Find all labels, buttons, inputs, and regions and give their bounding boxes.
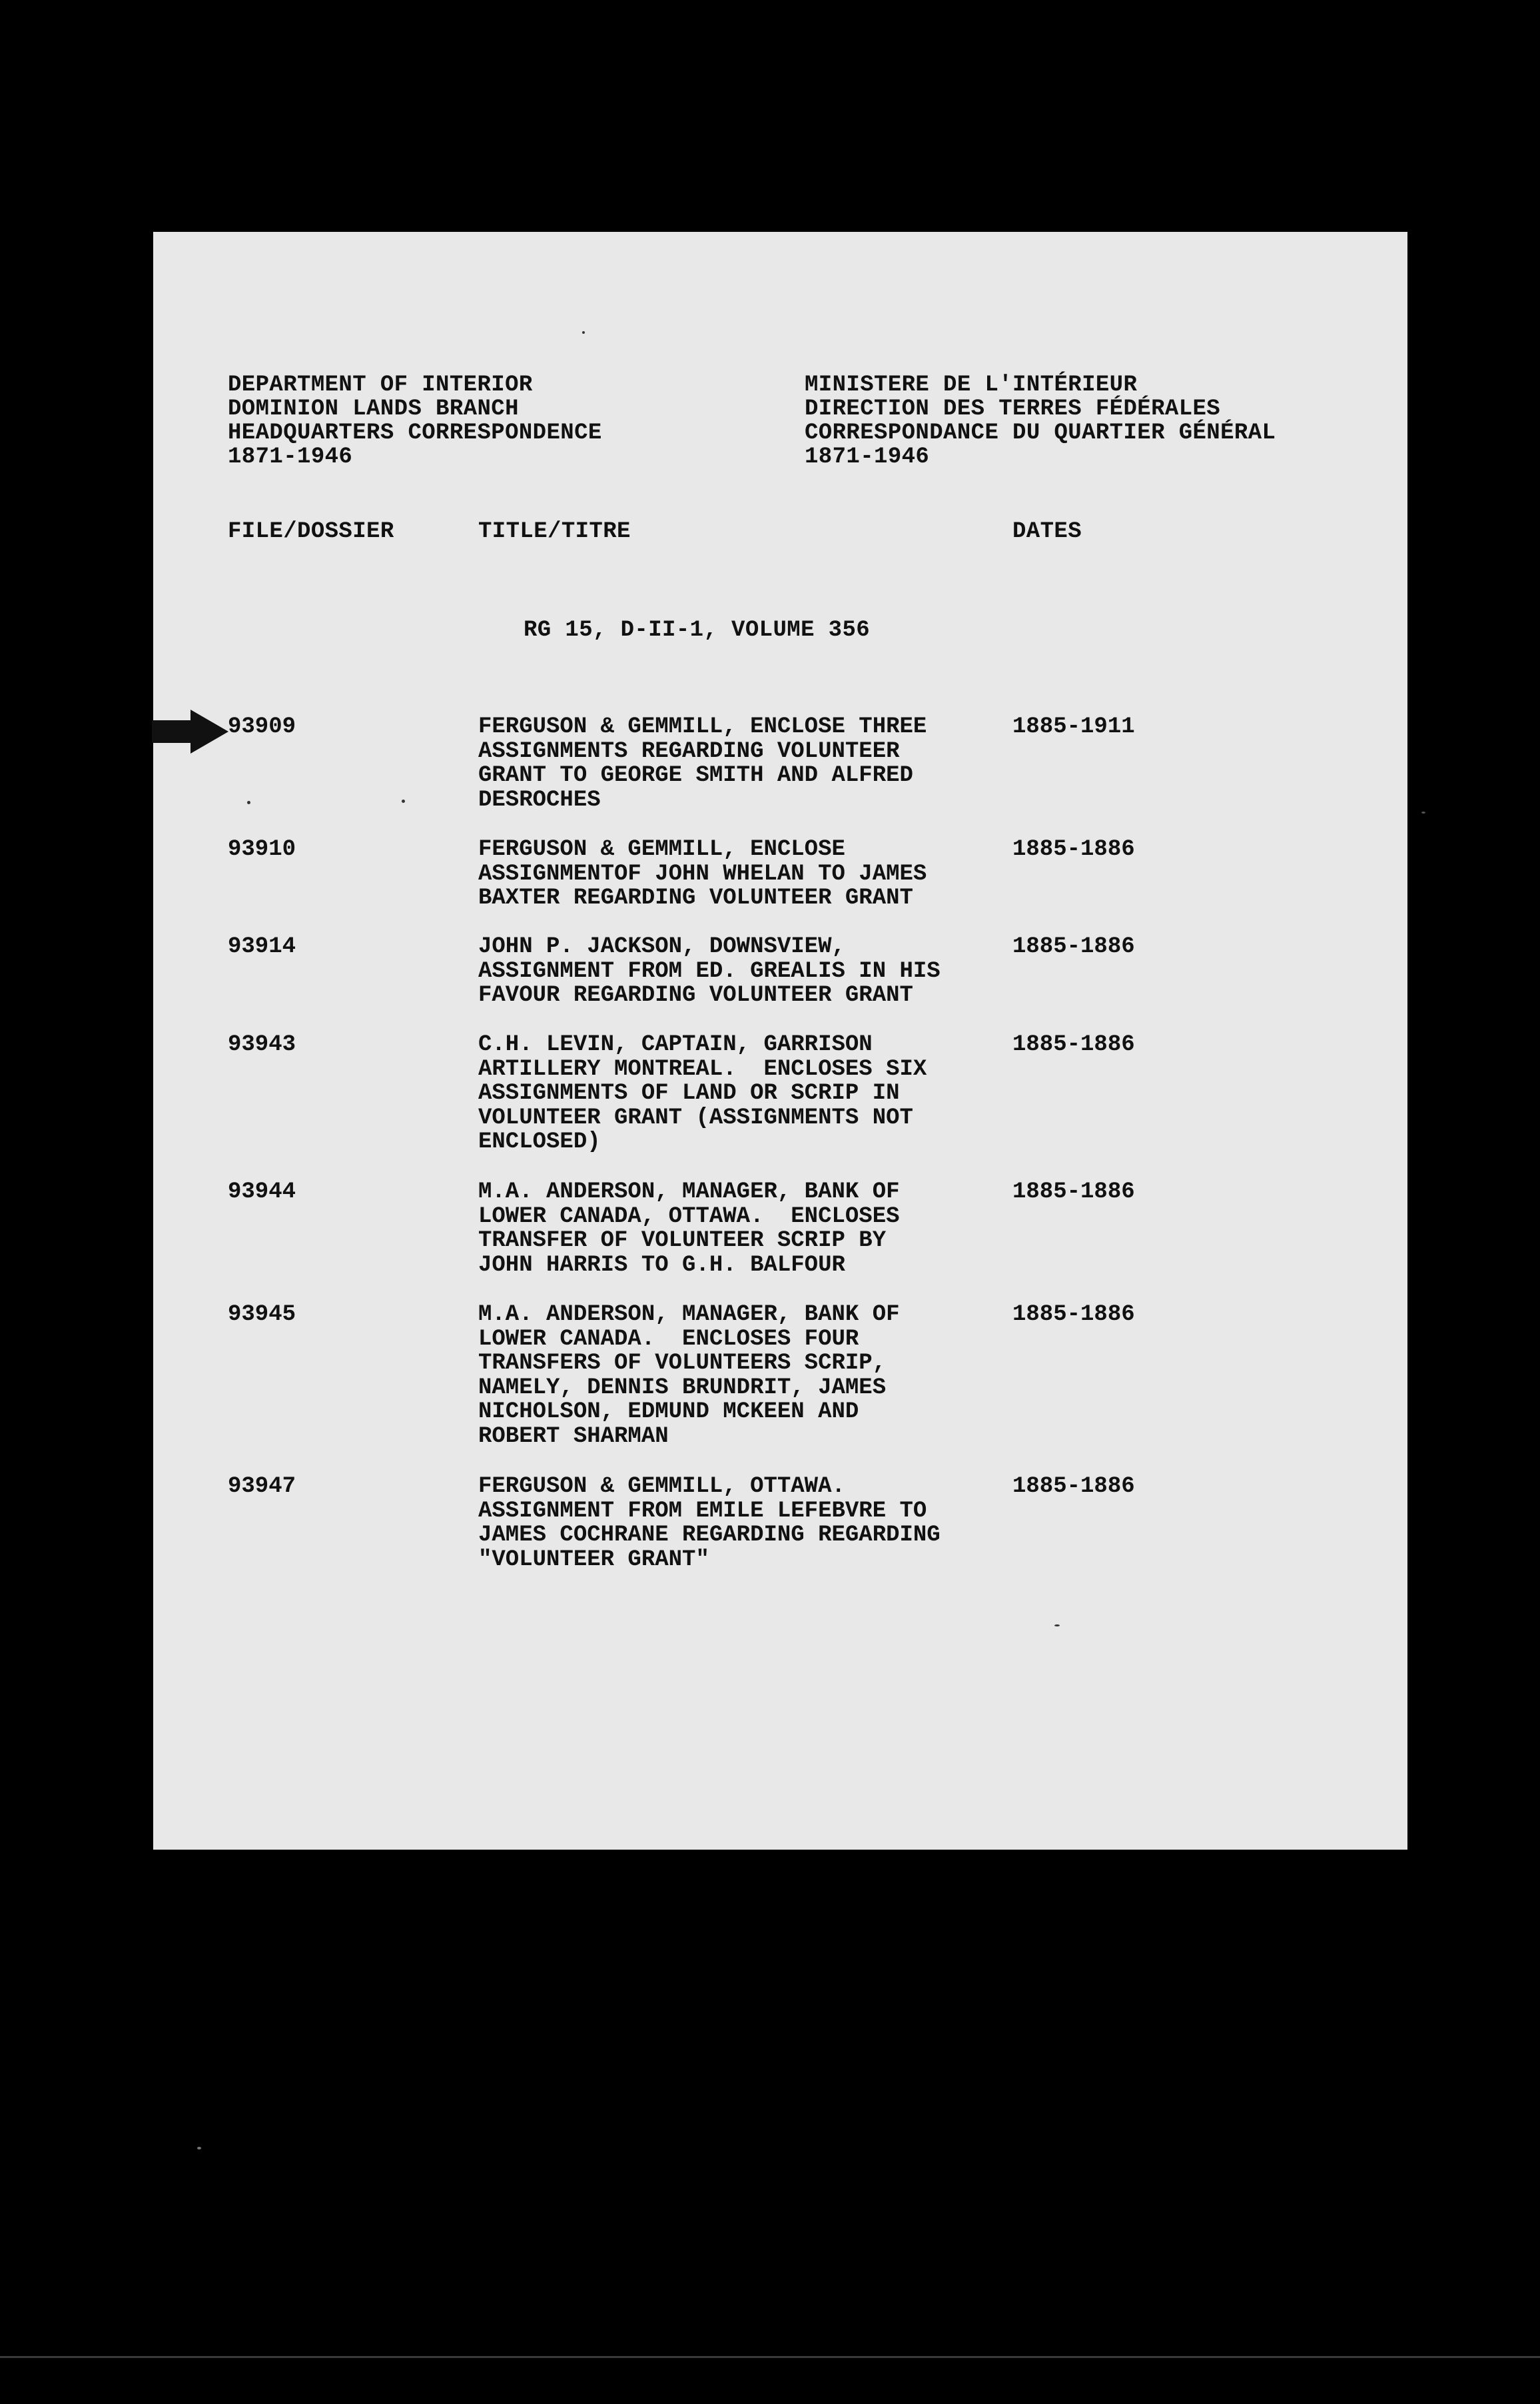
volume-reference: RG 15, D-II-1, VOLUME 356 [524, 618, 871, 643]
entry-dates: 1885-1886 [1012, 934, 1135, 959]
entry-title [478, 1180, 1011, 1277]
scan-speck [402, 800, 405, 803]
entry-title [478, 715, 1011, 812]
entry-dates: 1885-1886 [1012, 1474, 1135, 1499]
scan-speck [1421, 812, 1425, 814]
entry-title-line: C.H. LEVIN, CAPTAIN, GARRISON [478, 1032, 873, 1057]
header-fr-line2: DIRECTION DES TERRES FÉDÉRALES [805, 396, 1221, 422]
entry-title-line: ASSIGNMENTS REGARDING VOLUNTEER [478, 738, 900, 764]
entry-title-line: DESROCHES [478, 787, 601, 813]
file-number: 93944 [228, 1179, 296, 1205]
entry-title [478, 1475, 1011, 1572]
header-fr-line1: MINISTERE DE L'INTÉRIEUR [805, 372, 1138, 398]
scan-speck [1054, 1624, 1060, 1626]
entry-title-line: LOWER CANADA. ENCLOSES FOUR [478, 1326, 859, 1352]
entry-title-line: ARTILLERY MONTREAL. ENCLOSES SIX [478, 1056, 927, 1082]
entry-title-line: NICHOLSON, EDMUND MCKEEN AND [478, 1399, 859, 1425]
file-number: 93945 [228, 1302, 296, 1327]
entry-title-line: JOHN P. JACKSON, DOWNSVIEW, [478, 934, 845, 959]
entry-title-line: LOWER CANADA, OTTAWA. ENCLOSES [478, 1203, 900, 1229]
entry-title [478, 935, 1011, 1008]
entry-dates: 1885-1886 [1012, 837, 1135, 862]
column-header-title: TITLE/TITRE [478, 519, 631, 544]
entry-title-line: ASSIGNMENTS OF LAND OR SCRIP IN [478, 1081, 900, 1106]
file-number: 93914 [228, 934, 296, 959]
entry-title-line: ENCLOSED) [478, 1129, 601, 1155]
entry-title-line: FERGUSON & GEMMILL, ENCLOSE [478, 837, 845, 862]
header-en-line3: HEADQUARTERS CORRESPONDENCE [228, 420, 602, 446]
entry-title-line: "VOLUNTEER GRANT" [478, 1546, 709, 1572]
document-page [153, 232, 1407, 1850]
entry-title-line: FERGUSON & GEMMILL, ENCLOSE THREE [478, 714, 927, 740]
entry-dates: 1885-1886 [1012, 1302, 1135, 1327]
file-number: 93943 [228, 1032, 296, 1057]
file-number: 93909 [228, 714, 296, 740]
header-en-line2: DOMINION LANDS BRANCH [228, 396, 519, 422]
header-en-line1: DEPARTMENT OF INTERIOR [228, 372, 533, 398]
scan-edge-line [0, 2356, 1540, 2358]
entry-title-line: ASSIGNMENT FROM EMILE LEFEBVRE TO [478, 1498, 927, 1524]
file-number: 93947 [228, 1474, 296, 1499]
file-number: 93910 [228, 837, 296, 862]
entry-dates: 1885-1886 [1012, 1179, 1135, 1205]
entry-title-line: M.A. ANDERSON, MANAGER, BANK OF [478, 1179, 900, 1205]
entry-title-line: ROBERT SHARMAN [478, 1423, 669, 1449]
entry-dates: 1885-1911 [1012, 714, 1135, 740]
entry-title [478, 838, 1011, 911]
arrow-marker-icon [152, 710, 228, 754]
entry-title-line: FERGUSON & GEMMILL, OTTAWA. [478, 1474, 845, 1499]
entry-title-line: TRANSFERS OF VOLUNTEERS SCRIP, [478, 1351, 887, 1376]
entry-title-line: JAMES COCHRANE REGARDING REGARDING [478, 1522, 941, 1548]
entry-title [478, 1033, 1011, 1155]
header-en-line4: 1871-1946 [228, 444, 353, 470]
column-header-file: FILE/DOSSIER [228, 519, 394, 544]
entry-title-line: BAXTER REGARDING VOLUNTEER GRANT [478, 886, 913, 911]
header-fr-line4: 1871-1946 [805, 444, 930, 470]
header-fr-line3: CORRESPONDANCE DU QUARTIER GÉNÉRAL [805, 420, 1276, 446]
scan-speck [247, 801, 250, 804]
entry-title [478, 1303, 1011, 1449]
entry-title-line: FAVOUR REGARDING VOLUNTEER GRANT [478, 983, 913, 1008]
entry-title-line: JOHN HARRIS TO G.H. BALFOUR [478, 1252, 845, 1278]
entry-title-line: VOLUNTEER GRANT (ASSIGNMENTS NOT [478, 1105, 913, 1131]
entry-title-line: GRANT TO GEORGE SMITH AND ALFRED [478, 763, 913, 788]
entry-title-line: ASSIGNMENTOF JOHN WHELAN TO JAMES [478, 861, 927, 887]
entry-title-line: NAMELY, DENNIS BRUNDRIT, JAMES [478, 1375, 887, 1401]
entry-title-line: M.A. ANDERSON, MANAGER, BANK OF [478, 1302, 900, 1327]
entry-title-line: ASSIGNMENT FROM ED. GREALIS IN HIS [478, 958, 941, 984]
scan-speck [582, 331, 585, 334]
column-header-dates: DATES [1012, 519, 1082, 544]
entry-title-line: TRANSFER OF VOLUNTEER SCRIP BY [478, 1228, 887, 1253]
scan-speck [197, 2147, 201, 2149]
entry-dates: 1885-1886 [1012, 1032, 1135, 1057]
